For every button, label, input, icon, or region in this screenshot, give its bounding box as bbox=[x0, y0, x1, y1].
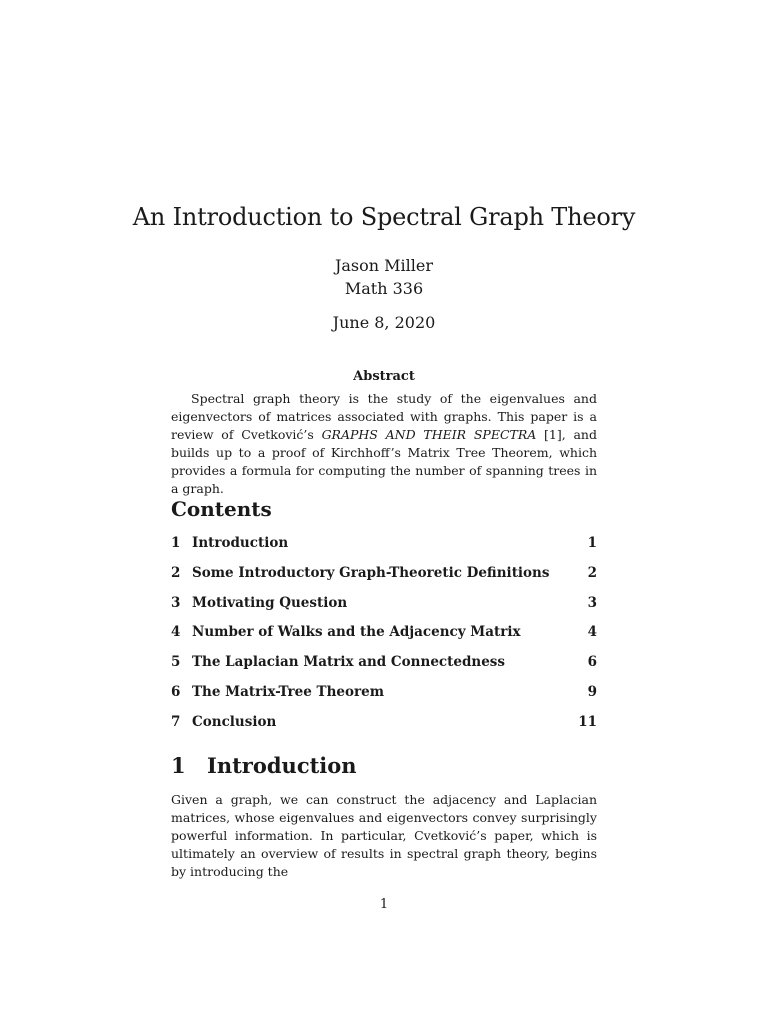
toc-entry-number: 6 bbox=[171, 683, 181, 700]
toc-entry-page: 9 bbox=[587, 683, 597, 700]
section-number: 1 bbox=[171, 753, 186, 778]
author-name: Jason Miller bbox=[334, 256, 434, 275]
toc-entry-title: The Laplacian Matrix and Connectedness bbox=[192, 654, 505, 671]
toc-entry[interactable] bbox=[171, 714, 597, 744]
toc-entry[interactable] bbox=[171, 654, 597, 684]
section-title: Introduction bbox=[207, 753, 357, 778]
toc-entry-title: Some Introductory Graph-Theoretic Definitions bbox=[192, 564, 550, 581]
toc-entry-title: Introduction bbox=[192, 535, 289, 551]
section-heading-introduction bbox=[171, 753, 357, 778]
section-body-text: Given a graph, we can construct the adjacency and Laplacian matrices, whose eigenvalues and eigenvectors convey surprisingly powerful information. In particular, Cvetković’s paper, which is ultimately an overview of results in spectral graph theory, begins by introducing the bbox=[171, 792, 597, 879]
toc-entry-page: 4 bbox=[587, 624, 597, 641]
toc-entry-title: Number of Walks and the Adjacency Matrix bbox=[192, 624, 521, 641]
toc-entry[interactable] bbox=[171, 535, 597, 565]
course-name: Math 336 bbox=[344, 279, 424, 298]
toc-entry-title: Motivating Question bbox=[192, 594, 348, 611]
toc-entry[interactable] bbox=[171, 624, 597, 654]
toc-entry-number: 2 bbox=[171, 564, 181, 581]
toc-entry-title: Conclusion bbox=[192, 713, 277, 730]
paper-title: An Introduction to Spectral Graph Theory bbox=[132, 203, 636, 231]
contents-heading: Contents bbox=[171, 497, 272, 521]
abstract-text bbox=[171, 390, 597, 498]
page-number: 1 bbox=[379, 897, 389, 912]
abstract-text-before: Spectral graph theory is the study of the eigenvalues and eigenvectors of matrices associated with graphs. This paper is a review of Cvetković’s bbox=[171, 391, 597, 442]
toc-entry[interactable] bbox=[171, 595, 597, 625]
toc-entry-number: 1 bbox=[171, 535, 181, 551]
toc-entry-page: 2 bbox=[587, 564, 597, 581]
toc-entry[interactable] bbox=[171, 565, 597, 595]
toc-entry-number: 4 bbox=[171, 624, 181, 641]
toc-entry-page: 3 bbox=[587, 594, 597, 611]
abstract-book-title: GRAPHS AND THEIR SPECTRA bbox=[321, 427, 537, 442]
toc-entry[interactable] bbox=[171, 684, 597, 714]
abstract-text-after: [1], and builds up to a proof of Kirchhoff’s Matrix Tree Theorem, which provides a formula for computing the number of spanning trees in a graph. bbox=[171, 427, 597, 496]
toc-entry-title: The Matrix-Tree Theorem bbox=[192, 683, 384, 700]
toc-entry-number: 5 bbox=[171, 654, 181, 671]
paper-date: June 8, 2020 bbox=[332, 313, 436, 332]
toc-entry-number: 3 bbox=[171, 594, 181, 611]
toc-entry-page: 1 bbox=[587, 535, 597, 551]
toc-entry-page: 11 bbox=[578, 713, 597, 730]
table-of-contents bbox=[171, 535, 597, 744]
abstract-heading: Abstract bbox=[353, 369, 415, 384]
toc-entry-number: 7 bbox=[171, 713, 181, 730]
toc-entry-page: 6 bbox=[587, 654, 597, 671]
